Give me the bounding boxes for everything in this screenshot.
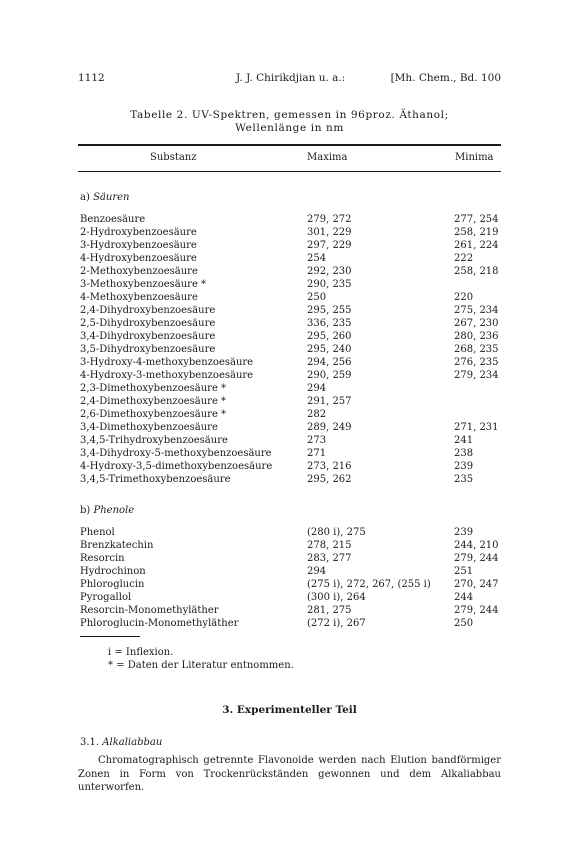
maxima-cell: 273, 216 bbox=[307, 461, 352, 472]
substance-cell: Resorcin-Monomethyläther bbox=[80, 605, 219, 616]
table-row bbox=[80, 356, 500, 369]
substance-cell: 2,4-Dihydroxybenzoesäure bbox=[80, 305, 216, 316]
footnote-inflexion: i = Inflexion. bbox=[108, 647, 174, 658]
substance-cell: Resorcin bbox=[80, 553, 125, 564]
maxima-cell: 273 bbox=[307, 435, 327, 446]
table-row bbox=[80, 473, 500, 486]
substance-cell: 4-Hydroxy-3-methoxybenzoesäure bbox=[80, 370, 254, 381]
minima-cell: 261, 224 bbox=[454, 240, 499, 251]
table-row bbox=[80, 539, 500, 552]
maxima-cell: 281, 275 bbox=[307, 605, 352, 616]
section-b-heading bbox=[80, 505, 134, 516]
table-row bbox=[80, 369, 500, 382]
substance-cell: Brenzkatechin bbox=[80, 540, 154, 551]
table-row bbox=[80, 239, 500, 252]
minima-cell: 280, 236 bbox=[454, 331, 499, 342]
maxima-cell: 290, 235 bbox=[307, 279, 352, 290]
minima-cell: 267, 230 bbox=[454, 318, 499, 329]
substance-cell: 2-Hydroxybenzoesäure bbox=[80, 227, 197, 238]
maxima-cell: 295, 240 bbox=[307, 344, 352, 355]
maxima-cell: 295, 262 bbox=[307, 474, 352, 485]
substance-cell: 4-Hydroxybenzoesäure bbox=[80, 253, 197, 264]
subsection-title: Alkaliabbau bbox=[102, 737, 163, 748]
substance-cell: 2-Methoxybenzoesäure bbox=[80, 266, 198, 277]
maxima-cell: 283, 277 bbox=[307, 553, 352, 564]
table-row bbox=[80, 226, 500, 239]
footnote-literature: * = Daten der Literatur entnommen. bbox=[108, 660, 294, 671]
substance-cell: Benzoesäure bbox=[80, 214, 146, 225]
substance-cell: 3,4-Dimethoxybenzoesäure bbox=[80, 422, 218, 433]
running-authors: J. J. Chirikdjian u. a.: bbox=[236, 72, 346, 84]
maxima-cell: 295, 255 bbox=[307, 305, 352, 316]
minima-cell: 244, 210 bbox=[454, 540, 499, 551]
table-row bbox=[80, 213, 500, 226]
substance-cell: 3,4,5-Trimethoxybenzoesäure bbox=[80, 474, 231, 485]
substance-cell: 2,3-Dimethoxybenzoesäure * bbox=[80, 383, 227, 394]
maxima-cell: 297, 229 bbox=[307, 240, 352, 251]
minima-cell: 235 bbox=[454, 474, 474, 485]
table-caption bbox=[78, 109, 501, 135]
table-row bbox=[80, 382, 500, 395]
substance-cell: 3,4-Dihydroxybenzoesäure bbox=[80, 331, 216, 342]
page-number: 1112 bbox=[78, 72, 105, 84]
table-row bbox=[80, 252, 500, 265]
acids-table-body bbox=[80, 213, 500, 486]
substance-cell: 2,5-Dihydroxybenzoesäure bbox=[80, 318, 216, 329]
journal-reference: [Mh. Chem., Bd. 100 bbox=[390, 72, 501, 84]
table-caption-line-1: Tabelle 2. UV-Spektren, gemessen in 96proz. Äthanol; bbox=[130, 109, 449, 121]
maxima-cell: 301, 229 bbox=[307, 227, 352, 238]
substance-cell: 3-Methoxybenzoesäure * bbox=[80, 279, 207, 290]
table-row bbox=[80, 343, 500, 356]
minima-cell: 258, 219 bbox=[454, 227, 499, 238]
maxima-cell: 292, 230 bbox=[307, 266, 352, 277]
table-row bbox=[80, 526, 500, 539]
substance-cell: 3,4-Dihydroxy-5-methoxybenzoesäure bbox=[80, 448, 272, 459]
substance-cell: 3,4,5-Trihydroxybenzoesäure bbox=[80, 435, 228, 446]
maxima-cell: (300 i), 264 bbox=[307, 592, 366, 603]
minima-cell: 258, 218 bbox=[454, 266, 499, 277]
table-row bbox=[80, 565, 500, 578]
running-header bbox=[78, 72, 501, 86]
table-row bbox=[80, 591, 500, 604]
minima-cell: 276, 235 bbox=[454, 357, 499, 368]
maxima-cell: 294 bbox=[307, 383, 327, 394]
maxima-cell: 250 bbox=[307, 292, 327, 303]
section-a-label: a) bbox=[80, 192, 90, 203]
table-row bbox=[80, 552, 500, 565]
substance-cell: Pyrogallol bbox=[80, 592, 132, 603]
table-row bbox=[80, 330, 500, 343]
table-row bbox=[80, 604, 500, 617]
table-row bbox=[80, 304, 500, 317]
maxima-cell: 336, 235 bbox=[307, 318, 352, 329]
maxima-cell: 279, 272 bbox=[307, 214, 352, 225]
substance-cell: 4-Hydroxy-3,5-dimethoxybenzoesäure bbox=[80, 461, 273, 472]
section-a-heading bbox=[80, 192, 129, 203]
table-header-rule bbox=[78, 171, 501, 172]
table-row bbox=[80, 447, 500, 460]
maxima-cell: 294, 256 bbox=[307, 357, 352, 368]
minima-cell: 277, 254 bbox=[454, 214, 499, 225]
minima-cell: 222 bbox=[454, 253, 474, 264]
substance-cell: 3-Hydroxy-4-methoxybenzoesäure bbox=[80, 357, 254, 368]
maxima-cell: (272 i), 267 bbox=[307, 618, 366, 629]
minima-cell: 241 bbox=[454, 435, 474, 446]
substance-cell: Phloroglucin bbox=[80, 579, 145, 590]
substance-cell: Phenol bbox=[80, 527, 115, 538]
section-a-title: Säuren bbox=[93, 192, 130, 203]
body-paragraph: Chromatographisch getrennte Flavonoide werden nach Elution bandförmiger Zonen in Form von Trockenrückständen gewonnen und dem Alkaliabbau unterworfen. bbox=[78, 755, 501, 793]
table-row bbox=[80, 460, 500, 473]
minima-cell: 244 bbox=[454, 592, 474, 603]
substance-cell: 2,4-Dimethoxybenzoesäure * bbox=[80, 396, 227, 407]
maxima-cell: 294 bbox=[307, 566, 327, 577]
minima-cell: 279, 234 bbox=[454, 370, 499, 381]
table-row bbox=[80, 265, 500, 278]
table-row bbox=[80, 278, 500, 291]
maxima-cell: (275 i), 272, 267, (255 i) bbox=[307, 579, 431, 590]
column-header-substanz: Substanz bbox=[150, 152, 197, 163]
minima-cell: 270, 247 bbox=[454, 579, 499, 590]
subsection-number: 3.1. bbox=[80, 737, 100, 748]
table-row bbox=[80, 291, 500, 304]
subsection-heading bbox=[80, 737, 162, 748]
phenols-table-body bbox=[80, 526, 500, 630]
minima-cell: 275, 234 bbox=[454, 305, 499, 316]
substance-cell: Hydrochinon bbox=[80, 566, 146, 577]
section-b-title: Phenole bbox=[93, 505, 135, 516]
minima-cell: 238 bbox=[454, 448, 474, 459]
column-header-maxima: Maxima bbox=[307, 152, 348, 163]
substance-cell: 4-Methoxybenzoesäure bbox=[80, 292, 198, 303]
maxima-cell: 295, 260 bbox=[307, 331, 352, 342]
table-row bbox=[80, 395, 500, 408]
minima-cell: 239 bbox=[454, 461, 474, 472]
maxima-cell: 278, 215 bbox=[307, 540, 352, 551]
minima-cell: 268, 235 bbox=[454, 344, 499, 355]
minima-cell: 220 bbox=[454, 292, 474, 303]
minima-cell: 271, 231 bbox=[454, 422, 499, 433]
table-row bbox=[80, 421, 500, 434]
minima-cell: 250 bbox=[454, 618, 474, 629]
table-row bbox=[80, 317, 500, 330]
maxima-cell: 271 bbox=[307, 448, 327, 459]
table-top-rule bbox=[78, 144, 501, 146]
minima-cell: 279, 244 bbox=[454, 553, 499, 564]
footnote-rule bbox=[80, 636, 140, 637]
table-row bbox=[80, 434, 500, 447]
section-b-label: b) bbox=[80, 505, 91, 516]
substance-cell: 3,5-Dihydroxybenzoesäure bbox=[80, 344, 216, 355]
maxima-cell: 290, 259 bbox=[307, 370, 352, 381]
maxima-cell: 282 bbox=[307, 409, 327, 420]
table-row bbox=[80, 408, 500, 421]
table-caption-line-2: Wellenlänge in nm bbox=[235, 122, 344, 134]
section-heading: 3. Experimenteller Teil bbox=[222, 704, 357, 716]
substance-cell: 3-Hydroxybenzoesäure bbox=[80, 240, 197, 251]
substance-cell: 2,6-Dimethoxybenzoesäure * bbox=[80, 409, 227, 420]
minima-cell: 251 bbox=[454, 566, 474, 577]
substance-cell: Phloroglucin-Monomethyläther bbox=[80, 618, 239, 629]
maxima-cell: 254 bbox=[307, 253, 327, 264]
table-row bbox=[80, 578, 500, 591]
minima-cell: 239 bbox=[454, 527, 474, 538]
maxima-cell: (280 i), 275 bbox=[307, 527, 366, 538]
table-row bbox=[80, 617, 500, 630]
maxima-cell: 291, 257 bbox=[307, 396, 352, 407]
maxima-cell: 289, 249 bbox=[307, 422, 352, 433]
column-header-minima: Minima bbox=[455, 152, 494, 163]
minima-cell: 279, 244 bbox=[454, 605, 499, 616]
